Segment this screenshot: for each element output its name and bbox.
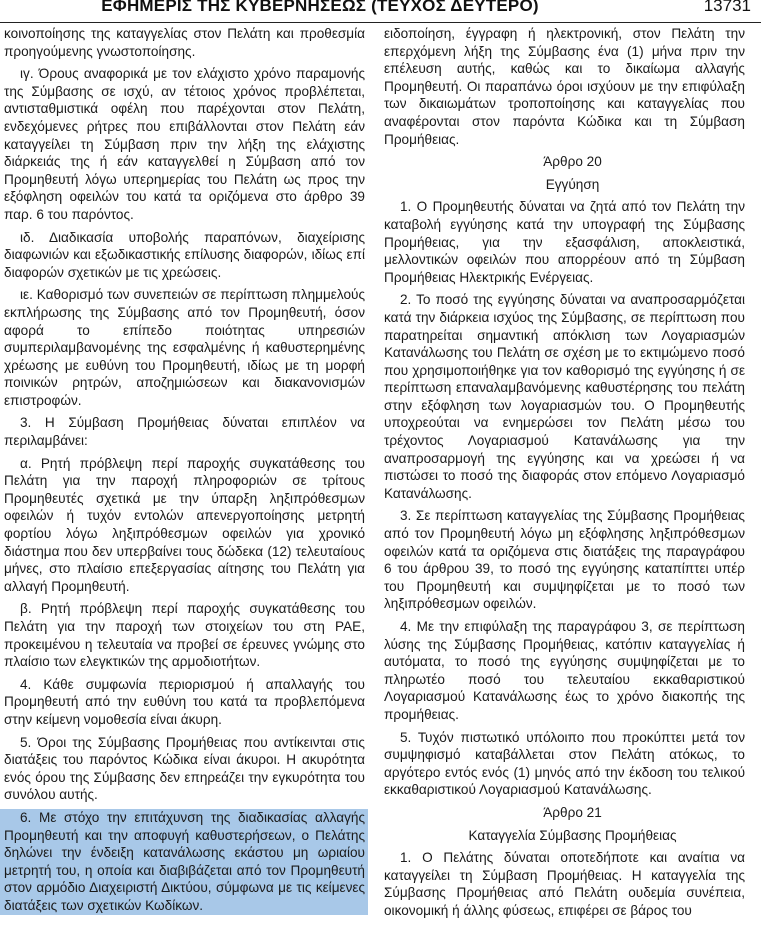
article-21-title: Καταγγελία Σύμβασης Προμήθειας [468,827,677,843]
left-column [4,25,365,920]
paragraph: κοινοποίησης της καταγγελίας στον Πελάτη και προθεσμία προηγούμενης γνωστοποίησης. [4,26,365,59]
article-21-heading: Άρθρο 21 [543,804,602,820]
paragraph: 1. Ο Προμηθευτής δύναται να ζητά από τον Πελάτη την καταβολή εγγύησης κατά την υπογραφή της Σύμβασης Προμήθειας, για την εξασφάλιση, αποκλειστικά, μελλοντικών οφειλών που απορρέουν από τη Σύμβαση Προμήθειας Ηλεκτρικής Ενέργειας. [384,199,745,285]
paragraph: 1. Ο Πελάτης δύναται οποτεδήποτε και αναίτια να καταγγείλει τη Σύμβαση Προμήθειας. Η καταγγελία της Σύμβασης Προμήθειας από Πελάτη ουδεμία συνέπεια, οικονομική ή άλλης φύσεως, επιφέρει σε βάρος του [384,850,745,918]
page-header [0,0,761,23]
paragraph: α. Ρητή πρόβλεψη περί παροχής συγκατάθεσης του Πελάτη για την παροχή πληροφοριών σε τρίτους Προμηθευτές σχετικά με την ύπαρξη ληξιπρόθεσμων οφειλών ή τυχόν εντολών απενεργοποίησης μετρητή φορτίου λόγω ληξιπρόθεσμων οφειλών για χρονικό διάστημα που δεν υπερβαίνει τους δώδεκα (12) τελευταίους μήνες, στο πλαίσιο επεξεργασίας αίτησης του Πελάτη για αλλαγή Προμηθευτή. [4,455,365,594]
paragraph: ιδ. Διαδικασία υποβολής παραπόνων, διαχείρισης διαφωνιών και εξωδικαστικής επίλυσης διαφορών, ιδίως επί διαφορών σχετικών με τις χρεώσεις. [4,229,365,280]
paragraph: 3. Η Σύμβαση Προμήθειας δύναται επιπλέον να περιλαμβάνει: [4,415,365,449]
article-20-title: Εγγύηση [545,176,600,192]
paragraph: ιε. Καθορισμό των συνεπειών σε περίπτωση πλημμελούς εκπλήρωσης της Σύμβασης από τον Προμηθευτή, όσον αφορά το επίπεδο ποιότητας υπηρεσιών συμπεριλαμβανομένης της εσφαλμένης ή καθυστερημένης χρέωσης με ευθύνη του Προμηθευτή, ιδίως με τη μορφή ποινικών ρητρών, αποζημιώσεων και διακανονισμών επιστροφών. [4,287,365,408]
gazette-title: ΕΦΗΜΕΡΙΣ ΤΗΣ ΚΥΒΕΡΝΗΣΕΩΣ (ΤΕΥΧΟΣ ΔΕΥΤΕΡΟ) [101,0,539,15]
paragraph: 2. Το ποσό της εγγύησης δύναται να αναπροσαρμόζεται κατά την διάρκεια ισχύος της Σύμβασης, σε περίπτωση που παρατηρείται σημαντική απόκλιση των Λογαριασμών Κατανάλωσης του Πελάτη σε σχέση με το εκτιμώμενο ποσό που χρησιμοποιήθηκε για τον καθορισμό της εγγύησης ή σε περίπτωση επαναλαμβανόμενης καθυστέρησης του πελάτη στην εξόφληση των λογαριασμών του. Ο Προμηθευτής υποχρεούται να ενημερώσει τον Πελάτη μέσω του τρέχοντος Λογαριασμού Κατανάλωσης για την αναπροσαρμογή της εγγύησης και να χρεώσει ή να πιστώσει το ποσό της διαφοράς στον επόμενο Λογαριασμό Κατανάλωσης. [384,292,745,501]
page-number: 13731 [703,0,751,15]
paragraph: 4. Κάθε συμφωνία περιορισμού ή απαλλαγής του Προμηθευτή από την ευθύνη του κατά τα προβλεπόμενα στην κείμενη νομοθεσία είναι άκυρη. [4,676,365,727]
paragraph: β. Ρητή πρόβλεψη περί παροχής συγκατάθεσης του Πελάτη για την παροχή των στοιχείων του στη ΡΑΕ, προκειμένου η τελευταία να προβεί σε έρευνες γνώμης στο πλαίσιο των ελεγκτικών της αρμοδιοτήτων. [4,601,365,670]
paragraph: ιγ. Όρους αναφορικά με τον ελάχιστο χρόνο παραμονής της Σύμβασης σε ισχύ, αν τέτοιος χρόνος προβλέπεται, αντισταθμιστικά οφέλη που παρέχονται στον Πελάτη, ενδεχόμενες ρήτρες που επιβάλλονται στον Πελάτη εάν καταγγείλει τη Σύμβαση πριν την λήξη της ελάχιστης διάρκειάς της ή εάν καταγγελθεί η Σύμβαση από τον Προμηθευτή λόγω υπερημερίας του Πελάτη ως προς την εξόφληση οφειλών του κατά τα οριζόμενα στο άρθρο 39 παρ. 6 του παρόντος. [4,66,365,222]
paragraph: 3. Σε περίπτωση καταγγελίας της Σύμβασης Προμήθειας από τον Προμηθευτή λόγω μη εξόφλησης ληξιπρόθεσμων οφειλών κατά τα οριζόμενα στις διατάξεις της παραγράφου 6 του άρθρου 39, το ποσό της εγγύησης καταπίπτει υπέρ του Προμηθευτή και συμψηφίζεται με το ποσό των ληξιπρόθεσμων οφειλών. [384,508,745,612]
paragraph: 4. Με την επιφύλαξη της παραγράφου 3, σε περίπτωση λύσης της Σύμβασης Προμήθειας, κατόπιν καταγγελίας ή αυτόματα, το ποσό της εγγύησης συμψηφίζεται με το πληρωτέο ποσό του τελευταίου εκκαθαριστικού Λογαριασμού Κατανάλωσης έως το χρόνο διακοπής της προμήθειας. [384,619,745,722]
article-20-heading: Άρθρο 20 [543,154,602,170]
paragraph: 5. Τυχόν πιστωτικό υπόλοιπο που προκύπτει μετά τον συμψηφισμό καταβάλλεται στον Πελάτη ατόκως, το αργότερο εντός ενός (1) μηνός από την έκδοση του τελικού εκκαθαριστικού Λογαριασμού Κατανάλωσης. [384,729,745,798]
paragraph: ειδοποίηση, έγγραφη ή ηλεκτρονική, στον Πελάτη την επερχόμενη λήξη της Σύμβασης ένα (1) μήνα πριν την επέλευση αυτής, καθώς και το δικαίωμα αλλαγής Προμηθευτή. Οι παραπάνω όροι ισχύουν με την επιφύλαξη των δικαιωμάτων τροποποίησης και καταγγελίας που αναφέρονται στον παρόντα Κώδικα και τη Σύμβαση Προμήθειας. [384,26,745,147]
right-column [384,25,745,925]
paragraph: 5. Όροι της Σύμβασης Προμήθειας που αντίκεινται στις διατάξεις του παρόντος Κώδικα είναι άκυροι. Η ακυρότητα ενός όρου της Σύμβασης δεν επηρεάζει την εγκυρότητα του συνόλου αυτής. [4,734,365,803]
highlighted-paragraph[interactable]: 6. Με στόχο την επιτάχυνση της διαδικασίας αλλαγής Προμηθευτή και την αποφυγή καθυστερήσεων, ο Πελάτης δηλώνει την ένδειξη κατανάλωσης εκάστου μη ωριαίου μετρητή του, η οποία και διαβιβάζεται από τον Προμηθευτή στον αρμόδιο Διαχειριστή Δικτύου, σύμφωνα με τις κείμενες διατάξεις των σχετικών Κωδίκων. [0,809,368,915]
